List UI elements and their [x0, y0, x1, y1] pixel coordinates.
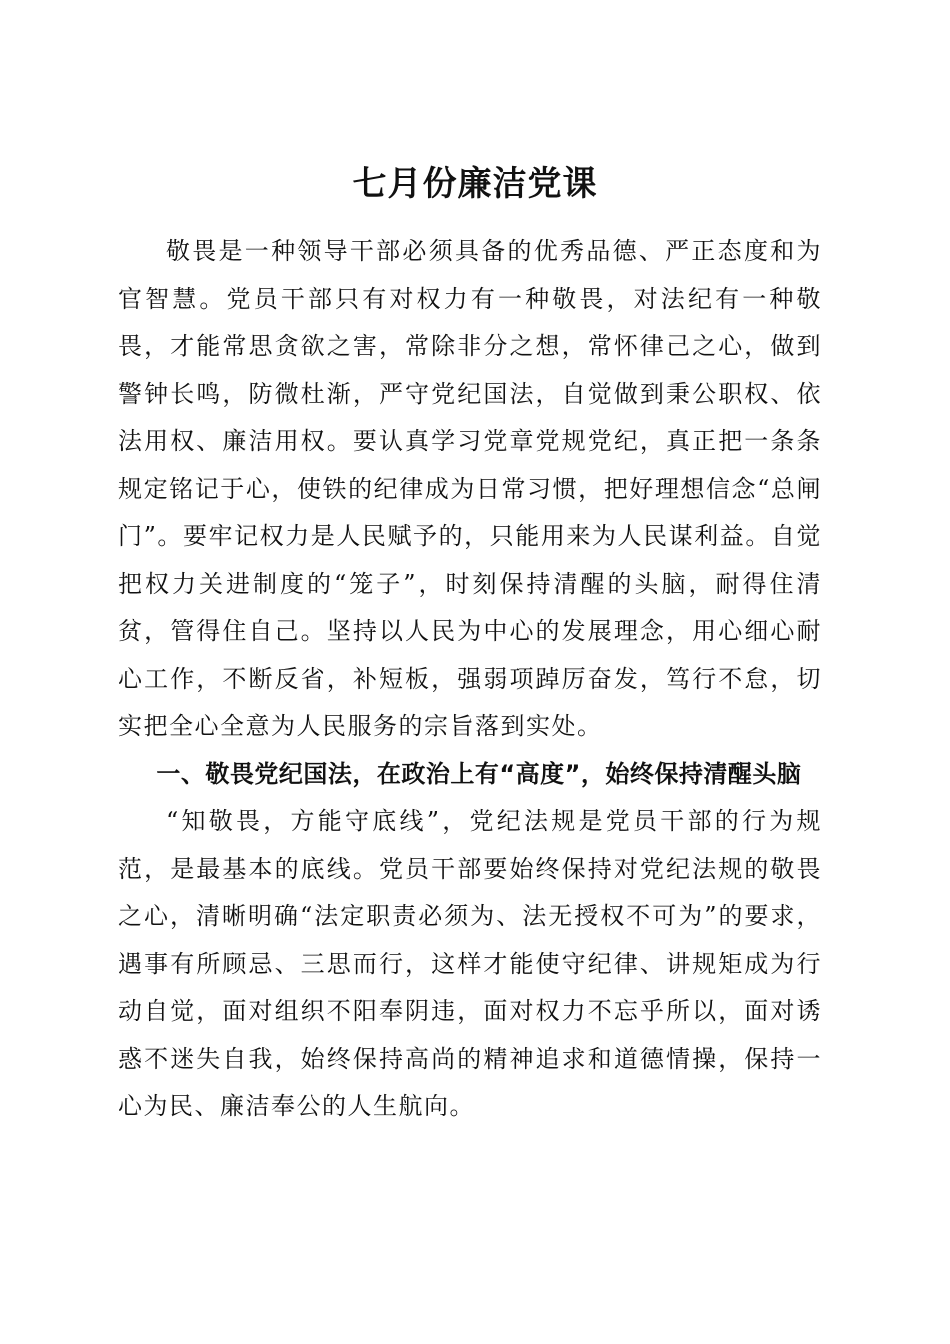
document-body — [118, 228, 822, 1131]
intro-paragraph: 敬畏是一种领导干部必须具备的优秀品德、严正态度和为官智慧。党员干部只有对权力有一种敬畏，对法纪有一种敬畏，才能常思贪欲之害，常除非分之想，常怀律己之心，做到警钟长鸣，防微杜渐，严守党纪国法，自觉做到秉公职权、依法用权、廉洁用权。要认真学习党章党规党纪，真正把一条条规定铭记于心，使铁的纪律成为日常习惯，把好理想信念“总闸门”。要牢记权力是人民赋予的，只能用来为人民谋利益。自觉把权力关进制度的“笼子”，时刻保持清醒的头脑，耐得住清贫，管得住自己。坚持以人民为中心的发展理念，用心细心耐心工作，不断反省，补短板，强弱项踔厉奋发，笃行不怠，切实把全心全意为人民服务的宗旨落到实处。 — [118, 237, 822, 740]
section-heading-1: 一、敬畏党纪国法，在政治上有“高度”，始终保持清醒头脑 — [156, 759, 802, 788]
section-paragraph-1: “知敬畏，方能守底线”，党纪法规是党员干部的行为规范，是最基本的底线。党员干部要始终保持对党纪法规的敬畏之心，清晰明确“法定职责必须为、法无授权不可为”的要求，遇事有所顾忌、三思而行，这样才能使守纪律、讲规矩成为行动自觉，面对组织不阳奉阴违，面对权力不忘乎所以，面对诱惑不迷失自我，始终保持高尚的精神追求和道德情操，保持一心为民、廉洁奉公的人生航向。 — [118, 807, 822, 1120]
page-title: 七月份廉洁党课 — [352, 163, 598, 204]
